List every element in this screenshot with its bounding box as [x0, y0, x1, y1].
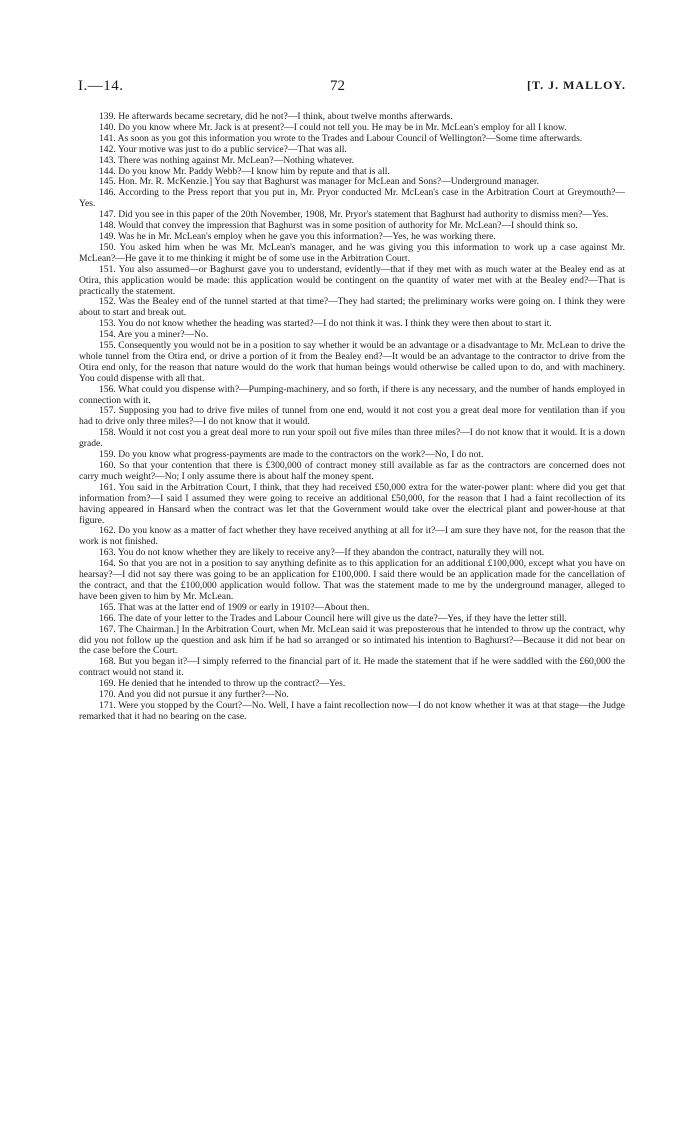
question-163: 163. You do not know whether they are likely to receive any?—If they abandon the contract, naturally they will not.: [99, 547, 545, 559]
question-150: 150. You asked him when he was Mr. McLean's manager, and he was giving you this information to work up a case against Mr. McLean?—He gave it to me thinking it might be of some use in the Arbitration Court.: [79, 241, 625, 264]
evidence-body: [79, 112, 625, 723]
question-158: 158. Would it not cost you a great deal more to run your spoil out five miles than three miles?—I do not know that it would. It is a down grade.: [79, 427, 625, 450]
question-167: 167. The Chairman.] In the Arbitration Court, when Mr. McLean said it was preposterous that he intended to throw up the contract, why did you not follow up the question and ask him if he had so arranged or so intimated his intention to Baghurst?—Because it did not bear on the case before the Court.: [79, 623, 625, 657]
question-165: 165. That was at the latter end of 1909 or early in 1910?—About then.: [99, 601, 370, 613]
question-143: 143. There was nothing against Mr. McLean?—Nothing whatever.: [99, 154, 355, 166]
question-159: 159. Do you know what progress-payments are made to the contractors on the work?—No, I do not.: [99, 449, 484, 461]
question-149: 149. Was he in Mr. McLean's employ when he gave you this information?—Yes, he was working there.: [99, 230, 496, 242]
question-139: 139. He afterwards became secretary, did he not?—I think, about twelve months afterwards.: [99, 111, 453, 122]
question-171: 171. Were you stopped by the Court?—No. Well, I have a faint recollection now—I do not know whether it was at that stage—the Judge remarked that it had no bearing on the case.: [79, 699, 625, 722]
question-148: 148. Would that convey the impression that Baghurst was in some position of authority for Mr. McLean?—I should think so.: [99, 220, 578, 232]
question-157: 157. Supposing you had to drive five miles of tunnel from one end, would it not cost you a great deal more for ventilation than if you had to drive only three miles?—I do not know that it would.: [79, 405, 625, 428]
question-146: 146. According to the Press report that you put in, Mr. Pryor conducted Mr. McLean's case in the Arbitration Court at Greymouth?—Yes.: [79, 187, 625, 210]
page-header: [78, 78, 626, 100]
question-160: 160. So that your contention that there is £300,000 of contract money still available as far as the contractors are concerned does not carry much weight?—No; I only assume there is about half the money spent.: [79, 460, 625, 482]
question-166: 166. The date of your letter to the Trades and Labour Council here will give us the date?—Yes, if they have the letter still.: [99, 612, 567, 624]
question-151: 151. You also assumed—or Baghurst gave you to understand, evidently—that if they met with as much water at the Bealey end as at Otira, this application would be made: this application would be contingent on the quantity of water met with at the Bealey end?—That is practically the statement.: [79, 263, 625, 297]
page-number: 72: [330, 78, 345, 94]
question-140: 140. Do you know where Mr. Jack is at present?—I could not tell you. He may be in Mr. McLean's employ for all I know.: [99, 121, 567, 133]
question-169: 169. He denied that he intended to throw up the contract?—Yes.: [99, 678, 346, 690]
question-147: 147. Did you see in this paper of the 20th November, 1908, Mr. Pryor's statement that Baghurst had authority to dismiss men?—Yes.: [99, 209, 609, 221]
question-156: 156. What could you dispense with?—Pumping-machinery, and so forth, if there is any necessary, and the number of hands employed in connection with it.: [79, 383, 625, 406]
question-152: 152. Was the Bealey end of the tunnel started at that time?—They had started; the preliminary works were going on. I think they were about to start and break out.: [79, 296, 625, 319]
question-144: 144. Do you know Mr. Paddy Webb?—I know him by repute and that is all.: [99, 165, 390, 177]
question-164: 164. So that you are not in a position to say anything definite as to this application for an additional £100,000, except what you have on hearsay?—I did not say there was going to be an application for £100,000. I said there would be an application made for the cancellation of the contract, and that the £100,000 application would follow. That was the statement made to me by the underground manager, alleged to have been given to him by Mr. McLean.: [79, 558, 625, 602]
question-155: 155. Consequently you would not be in a position to say whether it would be an advantage or a disadvantage to Mr. McLean to drive the whole tunnel from the Otira end, or drive a portion of it from the Bealey end?—It would be an advantage to the contractor to drive from the Otira end only, for the reason that nature would do the work that human beings would otherwise be called upon to do, and with machinery. You could dispense with all that.: [79, 340, 625, 384]
paper-reference: I.—14.: [78, 78, 124, 94]
question-162: 162. Do you know as a matter of fact whether they have received anything at all for it?—I am sure they have not, for the reason that the work is not finished.: [79, 525, 625, 548]
question-161: 161. You said in the Arbitration Court, I think, that they had received £50,000 extra for the water-power plant: where did you get that information from?—I said I assumed they were going to receive an additional £50,000, for the reason that I had a faint recollection of its having appeared in Hansard when the contract was let that the Government would take over the electrical plant and power-house at that figure.: [79, 481, 625, 526]
witness-name: [T. J. MALLOY.: [526, 78, 626, 92]
question-145: 145. Hon. Mr. R. McKenzie.] You say that Baghurst was manager for McLean and Sons?—Underground manager.: [99, 176, 539, 188]
question-142: 142. Your motive was just to do a public service?—That was all.: [99, 143, 347, 155]
question-154: 154. Are you a miner?—No.: [99, 329, 209, 341]
question-168: 168. But you began it?—I simply referred to the financial part of it. He made the statement that if he were saddled with the £60,000 the contract would not stand it.: [79, 656, 625, 679]
question-170: 170. And you did not pursue it any further?—No.: [99, 689, 289, 701]
question-141: 141. As soon as you got this information you wrote to the Trades and Labour Council of Wellington?—Some time afterwards.: [99, 132, 583, 144]
question-153: 153. You do not know whether the heading was started?—I do not think it was. I think they were then about to start it.: [99, 318, 552, 330]
